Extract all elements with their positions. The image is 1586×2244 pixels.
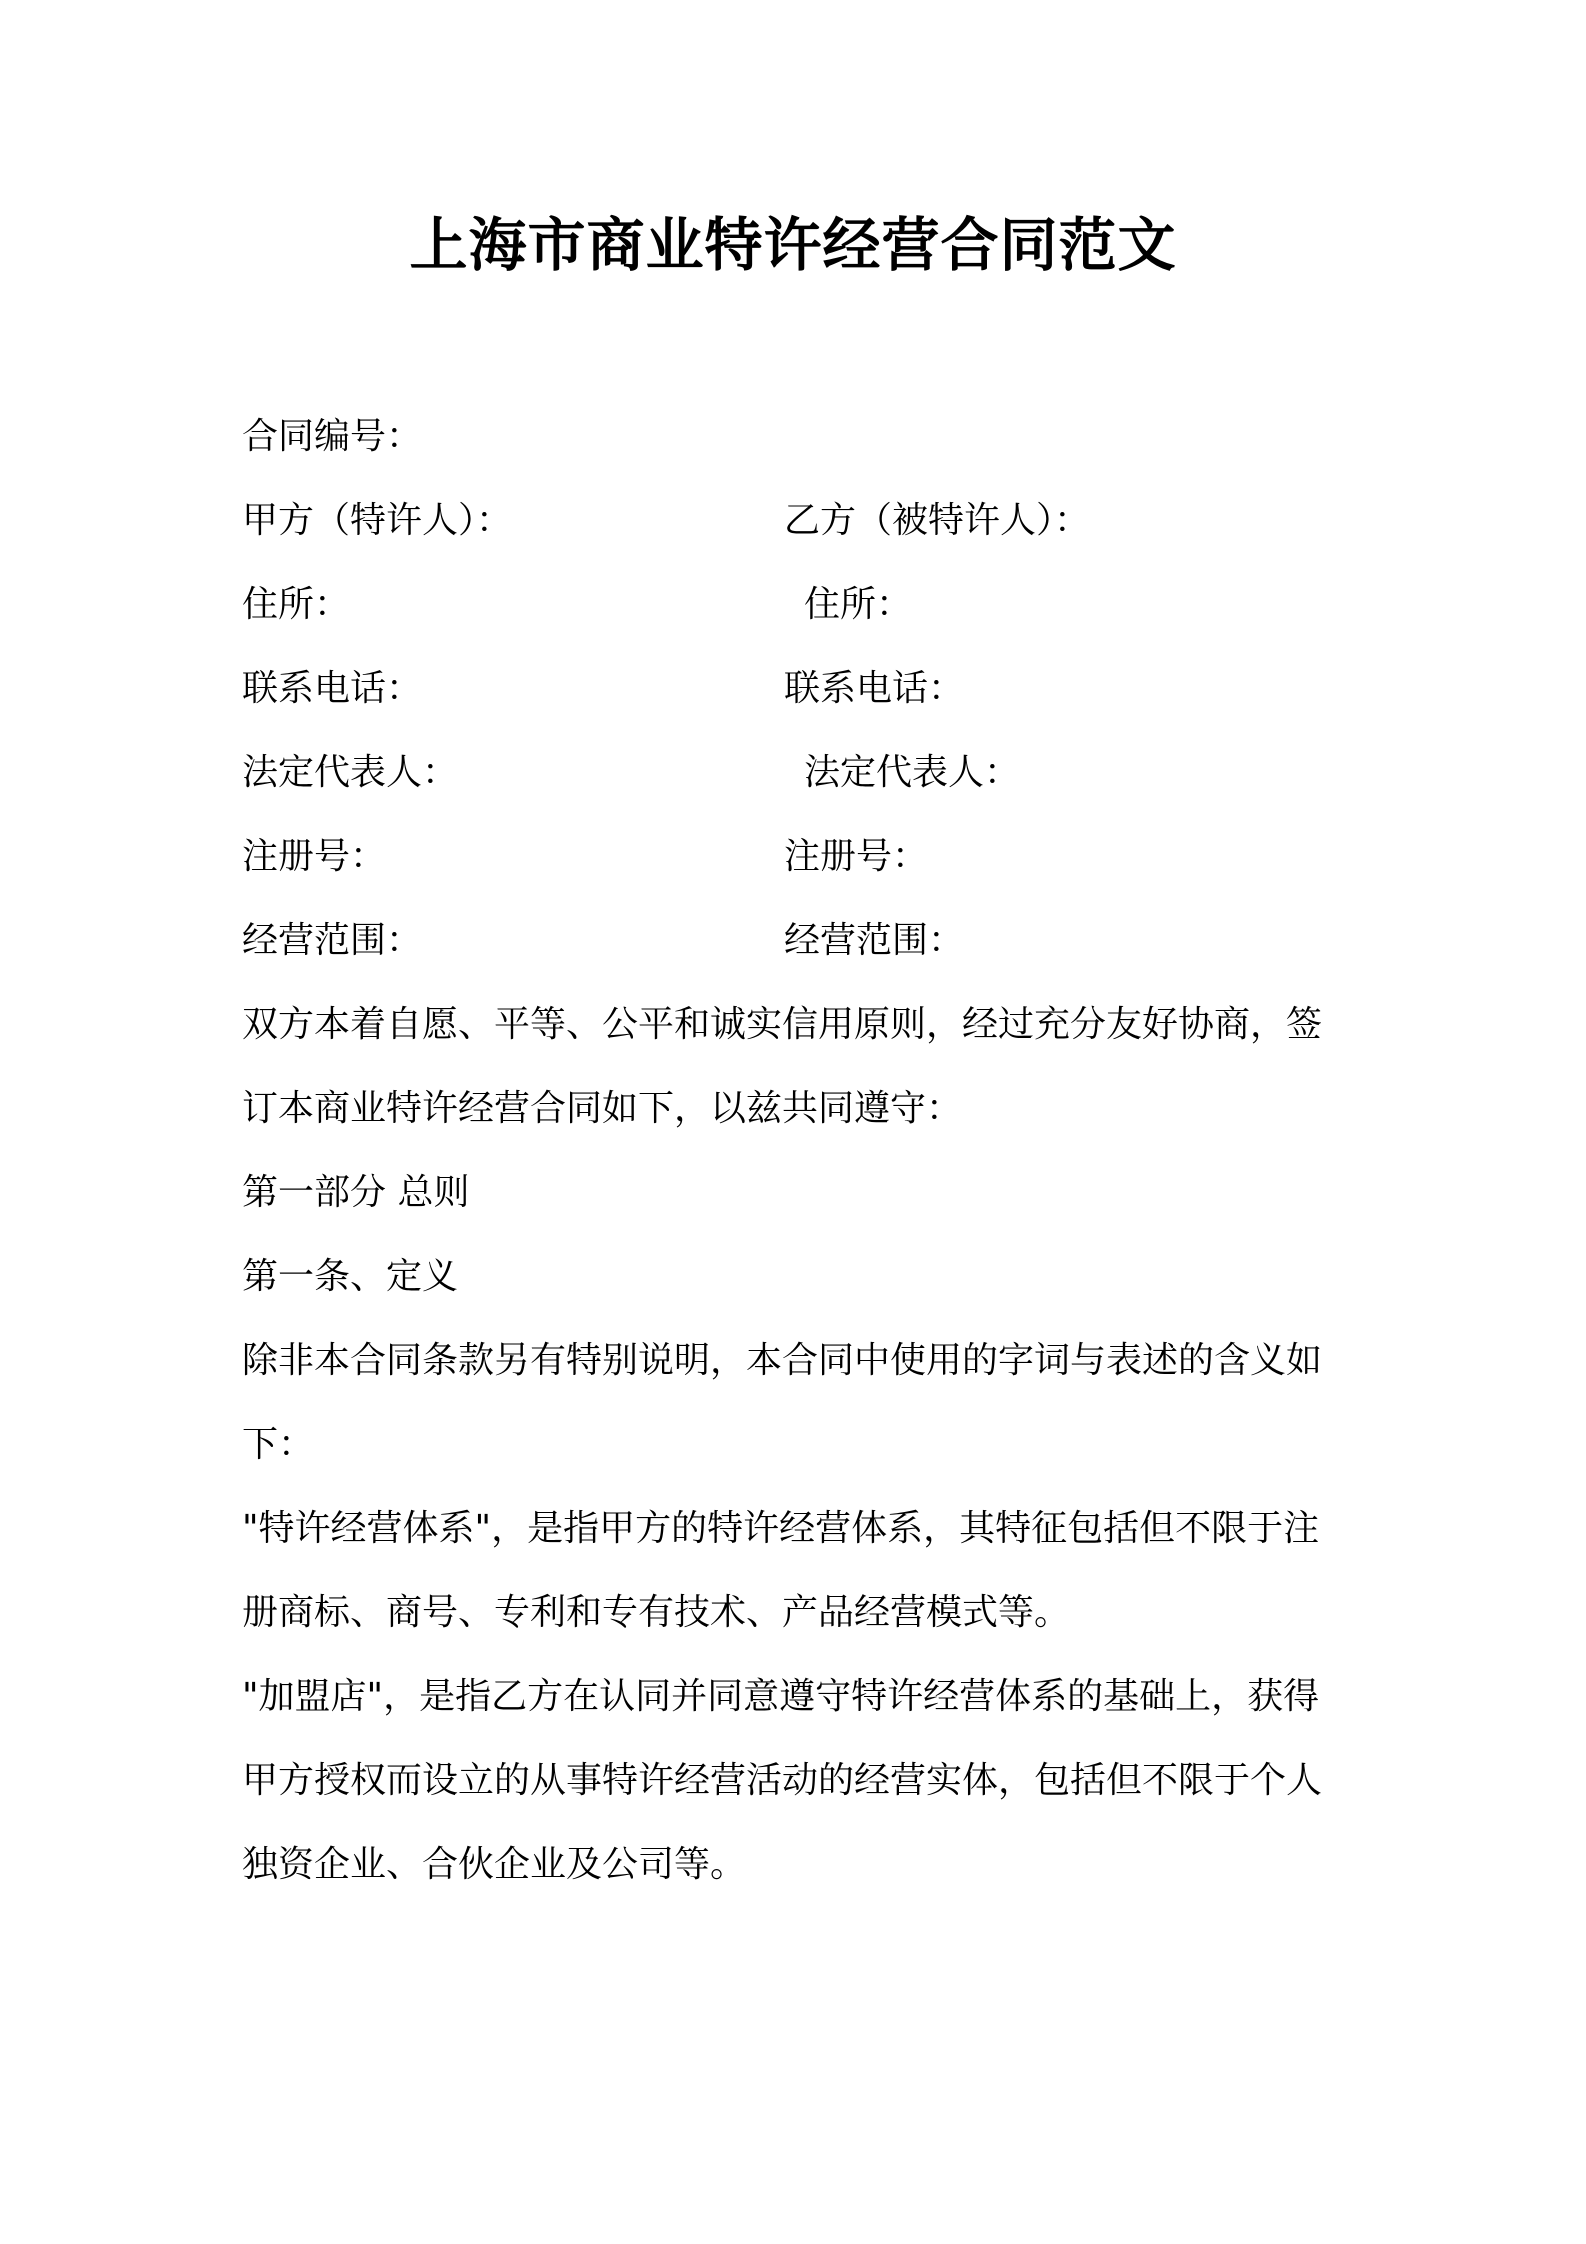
party-a-role-label: 甲方（特许人）： <box>242 500 513 541</box>
contract-number-label: 合同编号： <box>242 416 423 457</box>
party-b-phone-label: 联系电话： <box>784 668 965 709</box>
body-line: 双方本着自愿、平等、公平和诚实信用原则，经过充分友好协商，签 <box>242 1004 1323 1045</box>
section-heading: 第一部分 总则 <box>242 1172 470 1213</box>
definition-line: 甲方授权而设立的从事特许经营活动的经营实体，包括但不限于个人 <box>242 1760 1323 1801</box>
document-title: 上海市商业特许经营合同范文 <box>409 211 1177 279</box>
party-a-legal-rep-label: 法定代表人： <box>242 752 459 793</box>
party-b-address-label: 住所： <box>804 584 913 625</box>
party-a-address-label: 住所： <box>242 584 351 625</box>
party-b-business-scope-label: 经营范围： <box>784 920 965 961</box>
definition-line: "加盟店"，是指乙方在认同并同意遵守特许经营体系的基础上，获得 <box>242 1676 1320 1717</box>
article-heading: 第一条、定义 <box>242 1256 459 1297</box>
party-b-role-label: 乙方（被特许人）： <box>784 500 1091 541</box>
party-a-phone-label: 联系电话： <box>242 668 423 709</box>
definition-line: 独资企业、合伙企业及公司等。 <box>242 1844 747 1885</box>
definition-line: 册商标、商号、专利和专有技术、产品经营模式等。 <box>242 1592 1071 1633</box>
body-line: 除非本合同条款另有特别说明，本合同中使用的字词与表述的含义如 <box>242 1340 1323 1381</box>
body-line: 订本商业特许经营合同如下，以兹共同遵守： <box>242 1088 963 1129</box>
body-line: 下： <box>242 1424 315 1465</box>
party-a-registration-label: 注册号： <box>242 836 387 877</box>
definition-line: "特许经营体系"，是指甲方的特许经营体系，其特征包括但不限于注 <box>242 1508 1320 1549</box>
party-b-legal-rep-label: 法定代表人： <box>804 752 1021 793</box>
party-b-registration-label: 注册号： <box>784 836 929 877</box>
party-a-business-scope-label: 经营范围： <box>242 920 423 961</box>
